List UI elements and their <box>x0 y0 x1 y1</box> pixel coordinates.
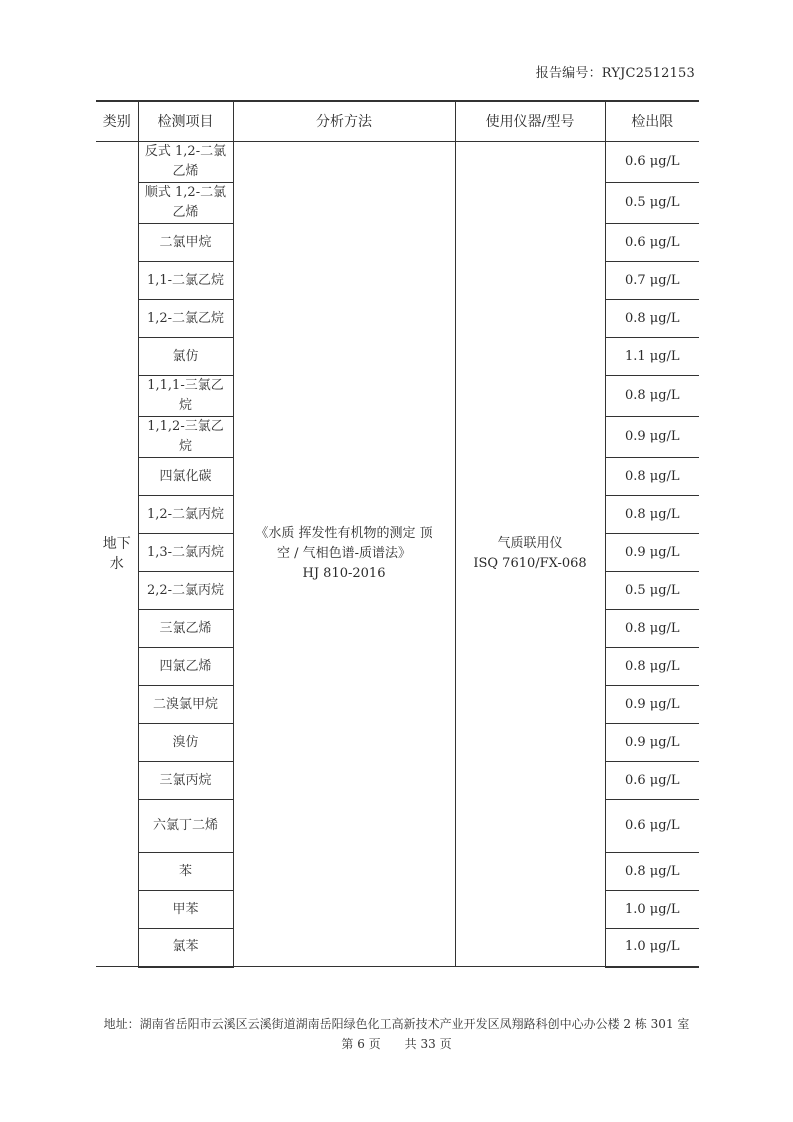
detection-limit: 0.5 μg/L <box>605 183 699 224</box>
detection-item: 苯 <box>138 853 233 891</box>
detection-limit: 0.8 μg/L <box>605 458 699 496</box>
detection-item: 二氯甲烷 <box>138 224 233 262</box>
detection-item: 四氯化碳 <box>138 458 233 496</box>
footer-address: 地址：湖南省岳阳市云溪区云溪街道湖南岳阳绿色化工高新技术产业开发区凤翔路科创中心办公楼 2 栋 301 室 <box>103 1017 690 1031</box>
col-header-category: 类别 <box>96 101 138 142</box>
detection-limit: 0.8 μg/L <box>605 853 699 891</box>
instrument-cell <box>455 142 605 967</box>
detection-limit: 1.0 μg/L <box>605 891 699 929</box>
analysis-method-cell <box>233 142 455 967</box>
detection-item: 2,2-二氯丙烷 <box>138 572 233 610</box>
col-header-item: 检测项目 <box>138 101 233 142</box>
detection-item: 溴仿 <box>138 724 233 762</box>
detection-item: 三氯丙烷 <box>138 762 233 800</box>
detection-item: 1,3-二氯丙烷 <box>138 534 233 572</box>
detection-item: 1,2-二氯丙烷 <box>138 496 233 534</box>
detection-limit: 0.5 μg/L <box>605 572 699 610</box>
detection-limit: 0.9 μg/L <box>605 686 699 724</box>
col-header-method: 分析方法 <box>233 101 455 142</box>
detection-item: 三氯乙烯 <box>138 610 233 648</box>
detection-limit: 0.8 μg/L <box>605 496 699 534</box>
table-header-row <box>96 101 699 142</box>
detection-item: 甲苯 <box>138 891 233 929</box>
detection-limit: 0.9 μg/L <box>605 417 699 458</box>
detection-limit: 0.8 μg/L <box>605 648 699 686</box>
method-line-1: 《水质 挥发性有机物的测定 顶 <box>255 526 433 541</box>
detection-limit: 1.1 μg/L <box>605 338 699 376</box>
detection-limit: 0.7 μg/L <box>605 262 699 300</box>
detection-limit: 0.8 μg/L <box>605 376 699 417</box>
category-label: 地下水 <box>102 536 131 572</box>
category-cell <box>96 142 138 967</box>
footer-page-number: 第 6 页 共 33 页 <box>341 1037 452 1051</box>
detection-limit: 0.6 μg/L <box>605 142 699 183</box>
detection-limit: 0.6 μg/L <box>605 800 699 853</box>
instrument-name: 气质联用仪 <box>497 536 563 551</box>
col-header-instrument: 使用仪器/型号 <box>455 101 605 142</box>
detection-item: 1,2-二氯乙烷 <box>138 300 233 338</box>
method-line-2: 空 / 气相色谱-质谱法》 <box>276 546 412 561</box>
method-standard: HJ 810-2016 <box>302 566 386 581</box>
detection-item: 六氯丁二烯 <box>138 800 233 853</box>
detection-limit: 0.8 μg/L <box>605 300 699 338</box>
detection-limit: 0.8 μg/L <box>605 610 699 648</box>
detection-limit: 1.0 μg/L <box>605 929 699 967</box>
col-header-limit: 检出限 <box>605 101 699 142</box>
detection-item: 氯仿 <box>138 338 233 376</box>
report-number: 报告编号：RYJC2512153 <box>535 66 695 81</box>
detection-item: 反式 1,2-二氯乙烯 <box>138 142 233 183</box>
detection-limit: 0.6 μg/L <box>605 224 699 262</box>
detection-limit: 0.9 μg/L <box>605 724 699 762</box>
table-row <box>96 142 699 183</box>
detection-limit: 0.9 μg/L <box>605 534 699 572</box>
detection-item: 顺式 1,2-二氯乙烯 <box>138 183 233 224</box>
detection-item: 氯苯 <box>138 929 233 967</box>
instrument-model: ISQ 7610/FX-068 <box>473 556 587 571</box>
detection-limit: 0.6 μg/L <box>605 762 699 800</box>
detection-item: 1,1,1-三氯乙烷 <box>138 376 233 417</box>
detection-item: 1,1-二氯乙烷 <box>138 262 233 300</box>
detection-item: 二溴氯甲烷 <box>138 686 233 724</box>
detection-item: 四氯乙烯 <box>138 648 233 686</box>
detection-item: 1,1,2-三氯乙烷 <box>138 417 233 458</box>
detection-limits-table <box>96 100 699 968</box>
